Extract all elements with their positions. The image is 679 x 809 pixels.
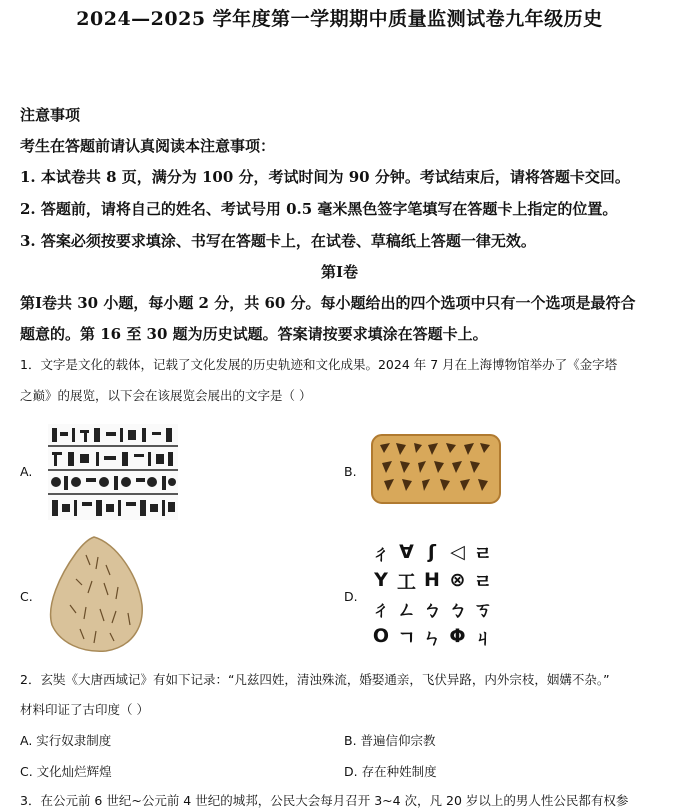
notice-item-2: 2. 答题前，请将自己的姓名、考试号用 0.5 毫米黑色签字笔填写在答题卡上指定的位置。 <box>20 200 618 218</box>
q1-option-a-label[interactable]: A. <box>20 464 33 479</box>
glyph: ㄐ <box>473 626 493 649</box>
section-desc-line1: 第Ⅰ卷共 30 小题，每小题 2 分，共 60 分。每小题给出的四个选项中只有一个选项是最符合 <box>20 294 636 312</box>
q2-stem-line1: 2．玄奘《大唐西域记》有如下记录：“凡兹四姓，清浊殊流，婚娶通亲，飞伏异路，内外宗枝，姻媾不杂。” <box>20 672 610 687</box>
glyph: ㄅ <box>422 598 442 621</box>
glyph: ㄔ <box>371 542 391 565</box>
glyph: ◁ <box>450 541 465 563</box>
q2-stem-line2: 材料印证了古印度（ ） <box>20 702 149 717</box>
alphabet-glyph-grid <box>370 538 494 650</box>
q2-option-a[interactable]: A. 实行奴隶制度 <box>20 733 112 748</box>
glyph-row <box>370 622 494 650</box>
q2-option-c[interactable]: C. 文化灿烂辉煌 <box>20 764 112 779</box>
glyph: ⊗ <box>449 569 466 591</box>
q1-option-c-label[interactable]: C. <box>20 589 33 604</box>
q1-stem-line2: 之巅》的展览，以下会在该展览会展出的文字是（ ） <box>20 388 312 403</box>
glyph: ㄹ <box>473 570 493 593</box>
hieroglyph-image <box>48 424 178 520</box>
section-title: 第Ⅰ卷 <box>320 263 359 281</box>
cuneiform-tablet-image <box>370 433 502 505</box>
glyph-row <box>370 566 494 594</box>
glyph: Φ <box>449 625 466 647</box>
glyph: ㄅ <box>447 598 467 621</box>
q1-option-d-label[interactable]: D. <box>344 589 358 604</box>
glyph: ㄱ <box>397 626 416 649</box>
notice-heading: 注意事项 <box>20 106 81 124</box>
q1-stem-line1: 1．文字是文化的载体，记载了文化发展的历史轨迹和文化成果。2024 年 7 月在上海博物馆举办了《金字塔 <box>20 357 618 372</box>
q3-stem-line1: 3．在公元前 6 世纪~公元前 4 世纪的城邦，公民大会每月召开 3~4 次，凡 20 岁以上的男人性公民都有权参 <box>20 793 629 808</box>
glyph: ㄣ <box>422 626 442 649</box>
glyph-row <box>370 538 494 566</box>
oracle-bone-image <box>46 535 146 653</box>
glyph: Y <box>374 569 388 591</box>
glyph: ʃ <box>428 541 436 563</box>
section-desc-line2: 题意的。第 16 至 30 题为历史试题。答案请按要求填涂在答题卡上。 <box>20 325 488 343</box>
glyph: Ɐ <box>399 541 414 563</box>
glyph: O <box>372 625 390 647</box>
glyph: ㄥ <box>396 598 416 621</box>
glyph: 工 <box>396 570 416 593</box>
q1-option-b-label[interactable]: B. <box>344 464 357 479</box>
notice-item-3: 3. 答案必须按要求填涂、书写在答题卡上，在试卷、草稿纸上答题一律无效。 <box>20 232 536 250</box>
glyph: ㄎ <box>473 598 493 621</box>
glyph-row <box>370 594 494 622</box>
glyph: H <box>424 569 440 591</box>
q2-option-b[interactable]: B. 普遍信仰宗教 <box>344 733 436 748</box>
q2-option-d[interactable]: D. 存在种姓制度 <box>344 764 437 779</box>
glyph: ㄹ <box>473 542 493 565</box>
glyph: ㄔ <box>371 598 391 621</box>
notice-item-1: 1. 本试卷共 8 页，满分为 100 分，考试时间为 90 分钟。考试结束后，请将答题卡交回。 <box>20 168 630 186</box>
page-title: 2024—2025 学年度第一学期期中质量监测试卷九年级历史 <box>76 8 603 30</box>
notice-intro: 考生在答题前请认真阅读本注意事项： <box>20 137 276 155</box>
